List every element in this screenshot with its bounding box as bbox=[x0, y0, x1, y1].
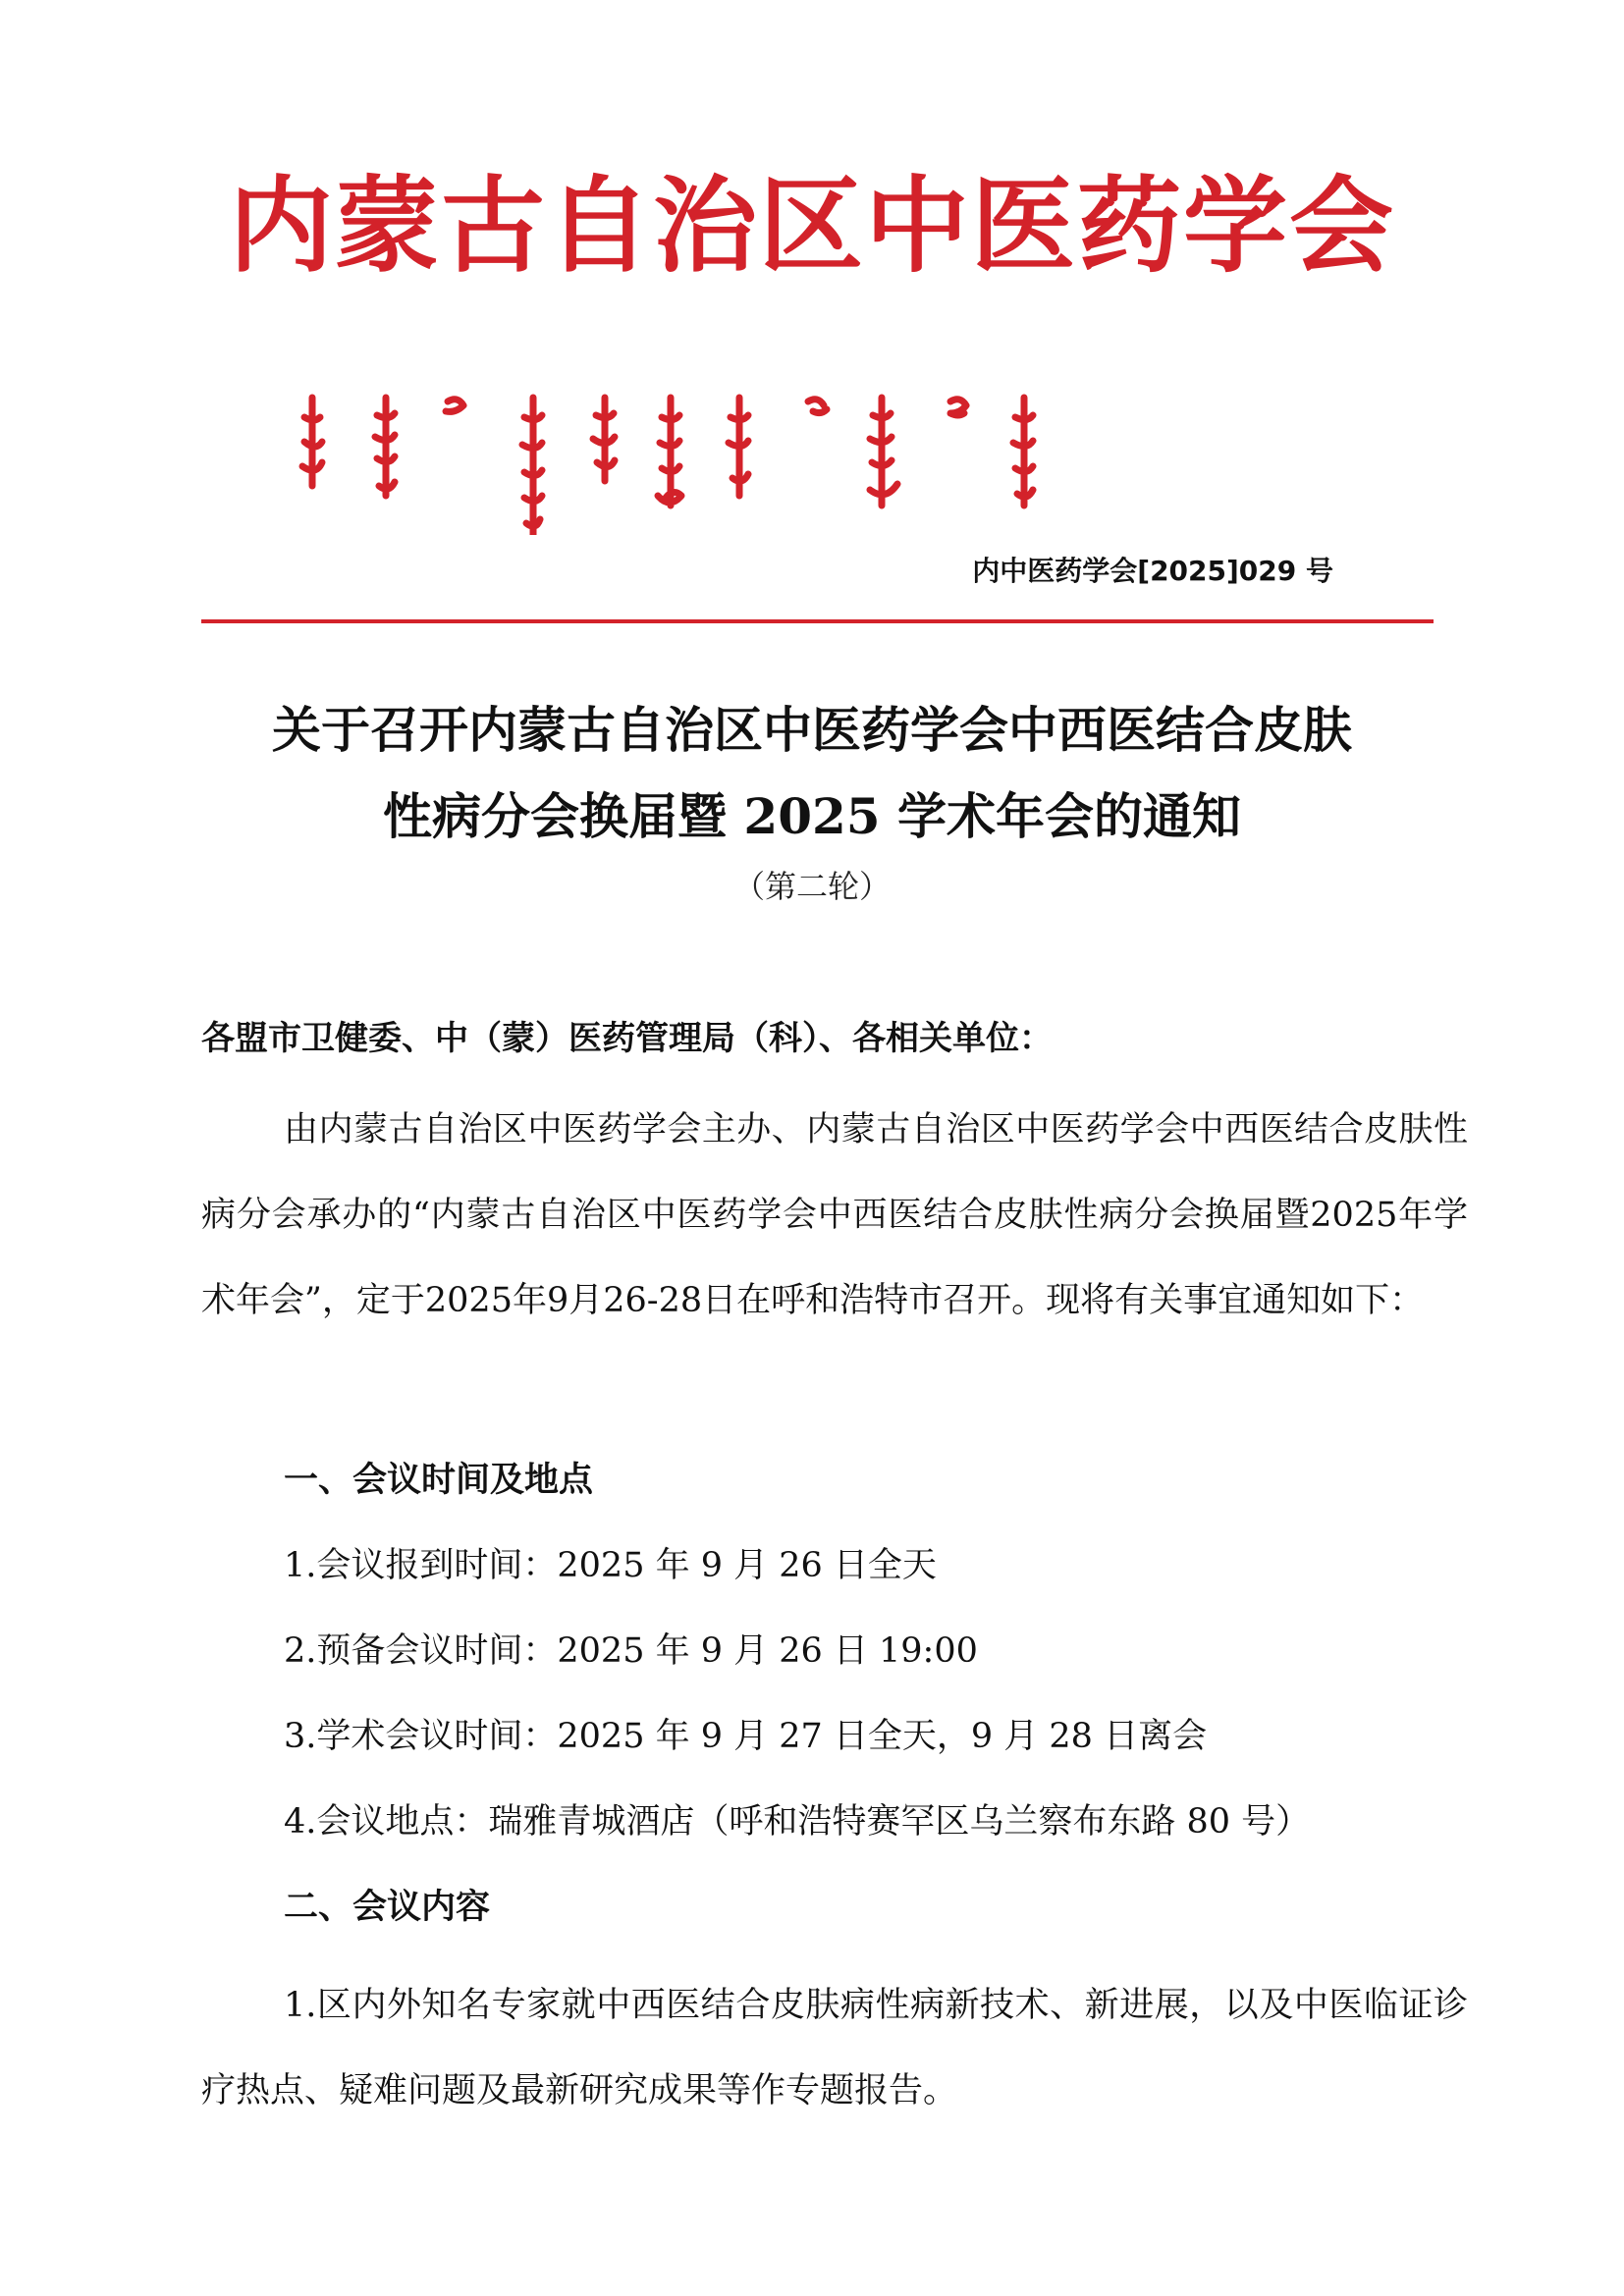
intro-paragraph: 由内蒙古自治区中医药学会主办、内蒙古自治区中医药学会中西医结合皮肤性病分会承办的“内蒙古自治区中医药学会中西医结合皮肤性病分会换届暨2025年学术年会”，定于2025年9月26-28日在呼和浩特市召开。现将有关事宜通知如下： bbox=[201, 1110, 1468, 1320]
section-1-item-4: 4.会议地点：瑞雅青城酒店（呼和浩特赛罕区乌兰察布东路 80 号） bbox=[284, 1802, 1311, 1842]
document-number: 内中医药学会[2025]029 号 bbox=[972, 555, 1333, 587]
section-2-heading: 二、会议内容 bbox=[284, 1888, 491, 1927]
round-label: （第二轮） bbox=[732, 868, 891, 905]
salutation: 各盟市卫健委、中（蒙）医药管理局（科）、各相关单位： bbox=[201, 1019, 1053, 1058]
title-line-2: 性病分会换届暨 2025 学术年会的通知 bbox=[383, 787, 1241, 845]
section-1-item-3: 3.学术会议时间：2025 年 9 月 27 日全天，9 月 28 日离会 bbox=[284, 1717, 1208, 1756]
section-1-heading: 一、会议时间及地点 bbox=[284, 1461, 594, 1500]
org-name-header: 内蒙古自治区中医药学会 bbox=[229, 166, 1395, 287]
section-1-item-1: 1.会议报到时间：2025 年 9 月 26 日全天 bbox=[284, 1546, 937, 1585]
red-divider-line bbox=[201, 619, 1434, 623]
section-1-item-2: 2.预备会议时间：2025 年 9 月 26 日 19:00 bbox=[284, 1631, 978, 1671]
section-2-item-1: 1.区内外知名专家就中西医结合皮肤病性病新技术、新进展，以及中医临证诊疗热点、疑难问题及最新研究成果等作专题报告。 bbox=[201, 1986, 1468, 2110]
title-line-1: 关于召开内蒙古自治区中医药学会中西医结合皮肤 bbox=[272, 701, 1352, 759]
mongolian-script-org-name bbox=[293, 388, 1382, 535]
notice-title bbox=[177, 687, 1447, 860]
